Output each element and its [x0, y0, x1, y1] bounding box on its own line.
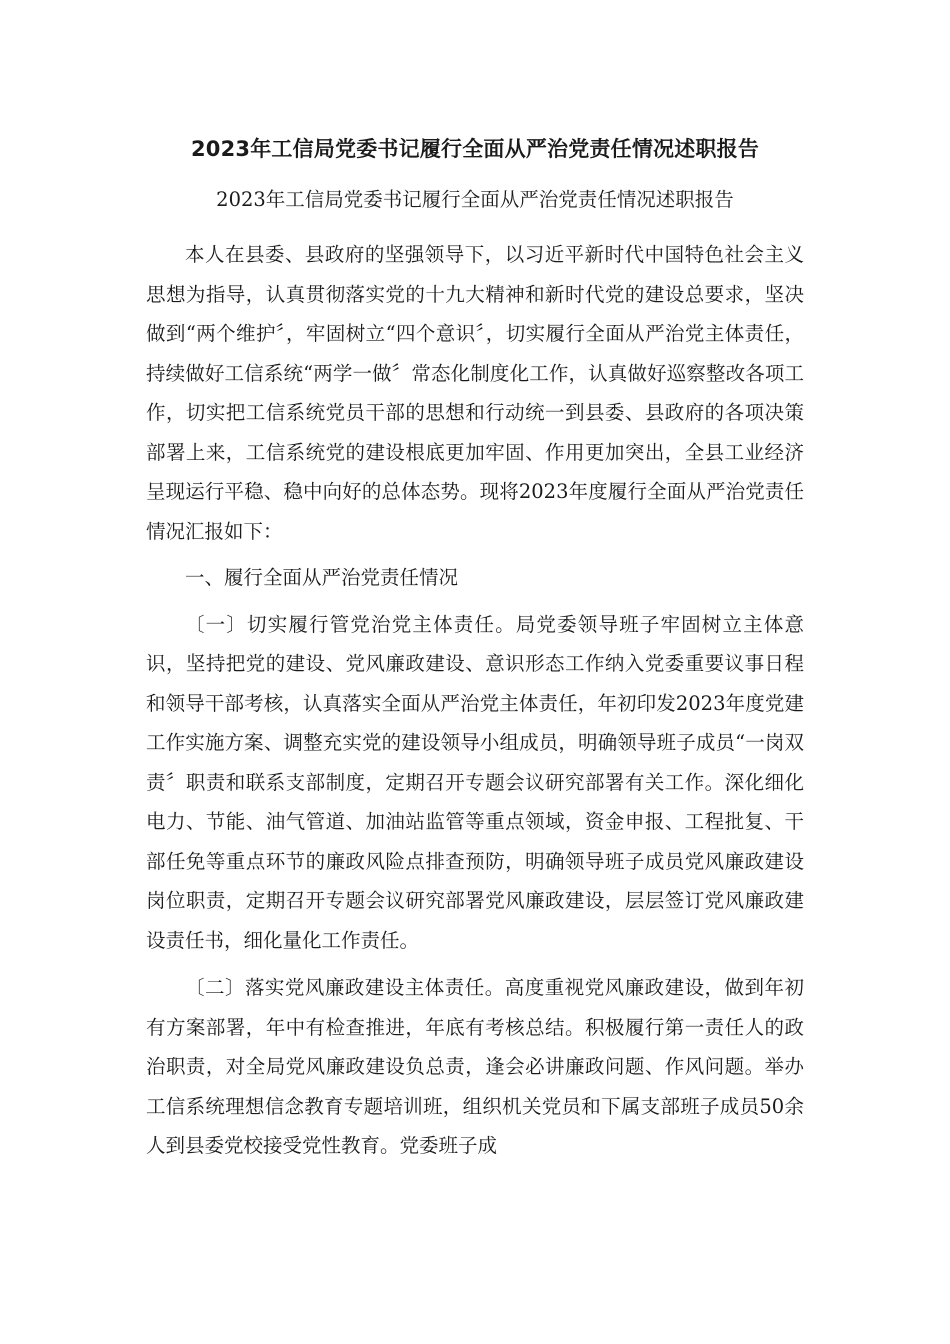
- body-paragraph: 〔二〕落实党风廉政建设主体责任。高度重视党风廉政建设，做到年初有方案部署，年中有检查推进，年底有考核总结。积极履行第一责任人的政治职责，对全局党风廉政建设负总责，逢会必讲廉政问题、作风问题。举办工信系统理想信念教育专题培训班，组织机关党员和下属支部班子成员50余人到县委党校接受党性教育。党委班子成: [146, 976, 804, 1157]
- document-title: 2023年工信局党委书记履行全面从严治党责任情况述职报告: [190, 137, 760, 161]
- document-body: [146, 235, 804, 1166]
- section-heading: 一、履行全面从严治党责任情况: [185, 566, 459, 589]
- body-paragraph: 〔一〕切实履行管党治党主体责任。局党委领导班子牢固树立主体意识，坚持把党的建设、党风廉政建设、意识形态工作纳入党委重要议事日程和领导干部考核，认真落实全面从严治党主体责任，年初印发2023年度党建工作实施方案、调整充实党的建设领导小组成员，明确领导班子成员“一岗双责〞职责和联系支部制度，定期召开专题会议研究部署有关工作。深化细化电力、节能、油气管道、加油站监管等重点领域，资金申报、工程批复、干部任免等重点环节的廉政风险点排查预防，明确领导班子成员党风廉政建设岗位职责，定期召开专题会议研究部署党风廉政建设，层层签订党风廉政建设责任书，细化量化工作责任。: [146, 612, 804, 952]
- intro-paragraph: 本人在县委、县政府的坚强领导下，以习近平新时代中国特色社会主义思想为指导，认真贯彻落实党的十九大精神和新时代党的建设总要求，坚决做到“两个维护〞，牢固树立“四个意识〞，切实履行全面从严治党主体责任，持续做好工信系统“两学一做〞常态化制度化工作，认真做好巡察整改各项工作，切实把工信系统党员干部的思想和行动统一到县委、县政府的各项决策部署上来，工信系统党的建设根底更加牢固、作用更加突出，全县工业经济呈现运行平稳、稳中向好的总体态势。现将2023年度履行全面从严治党责任情况汇报如下：: [146, 243, 804, 543]
- document-subtitle: 2023年工信局党委书记履行全面从严治党责任情况述职报告: [216, 188, 734, 211]
